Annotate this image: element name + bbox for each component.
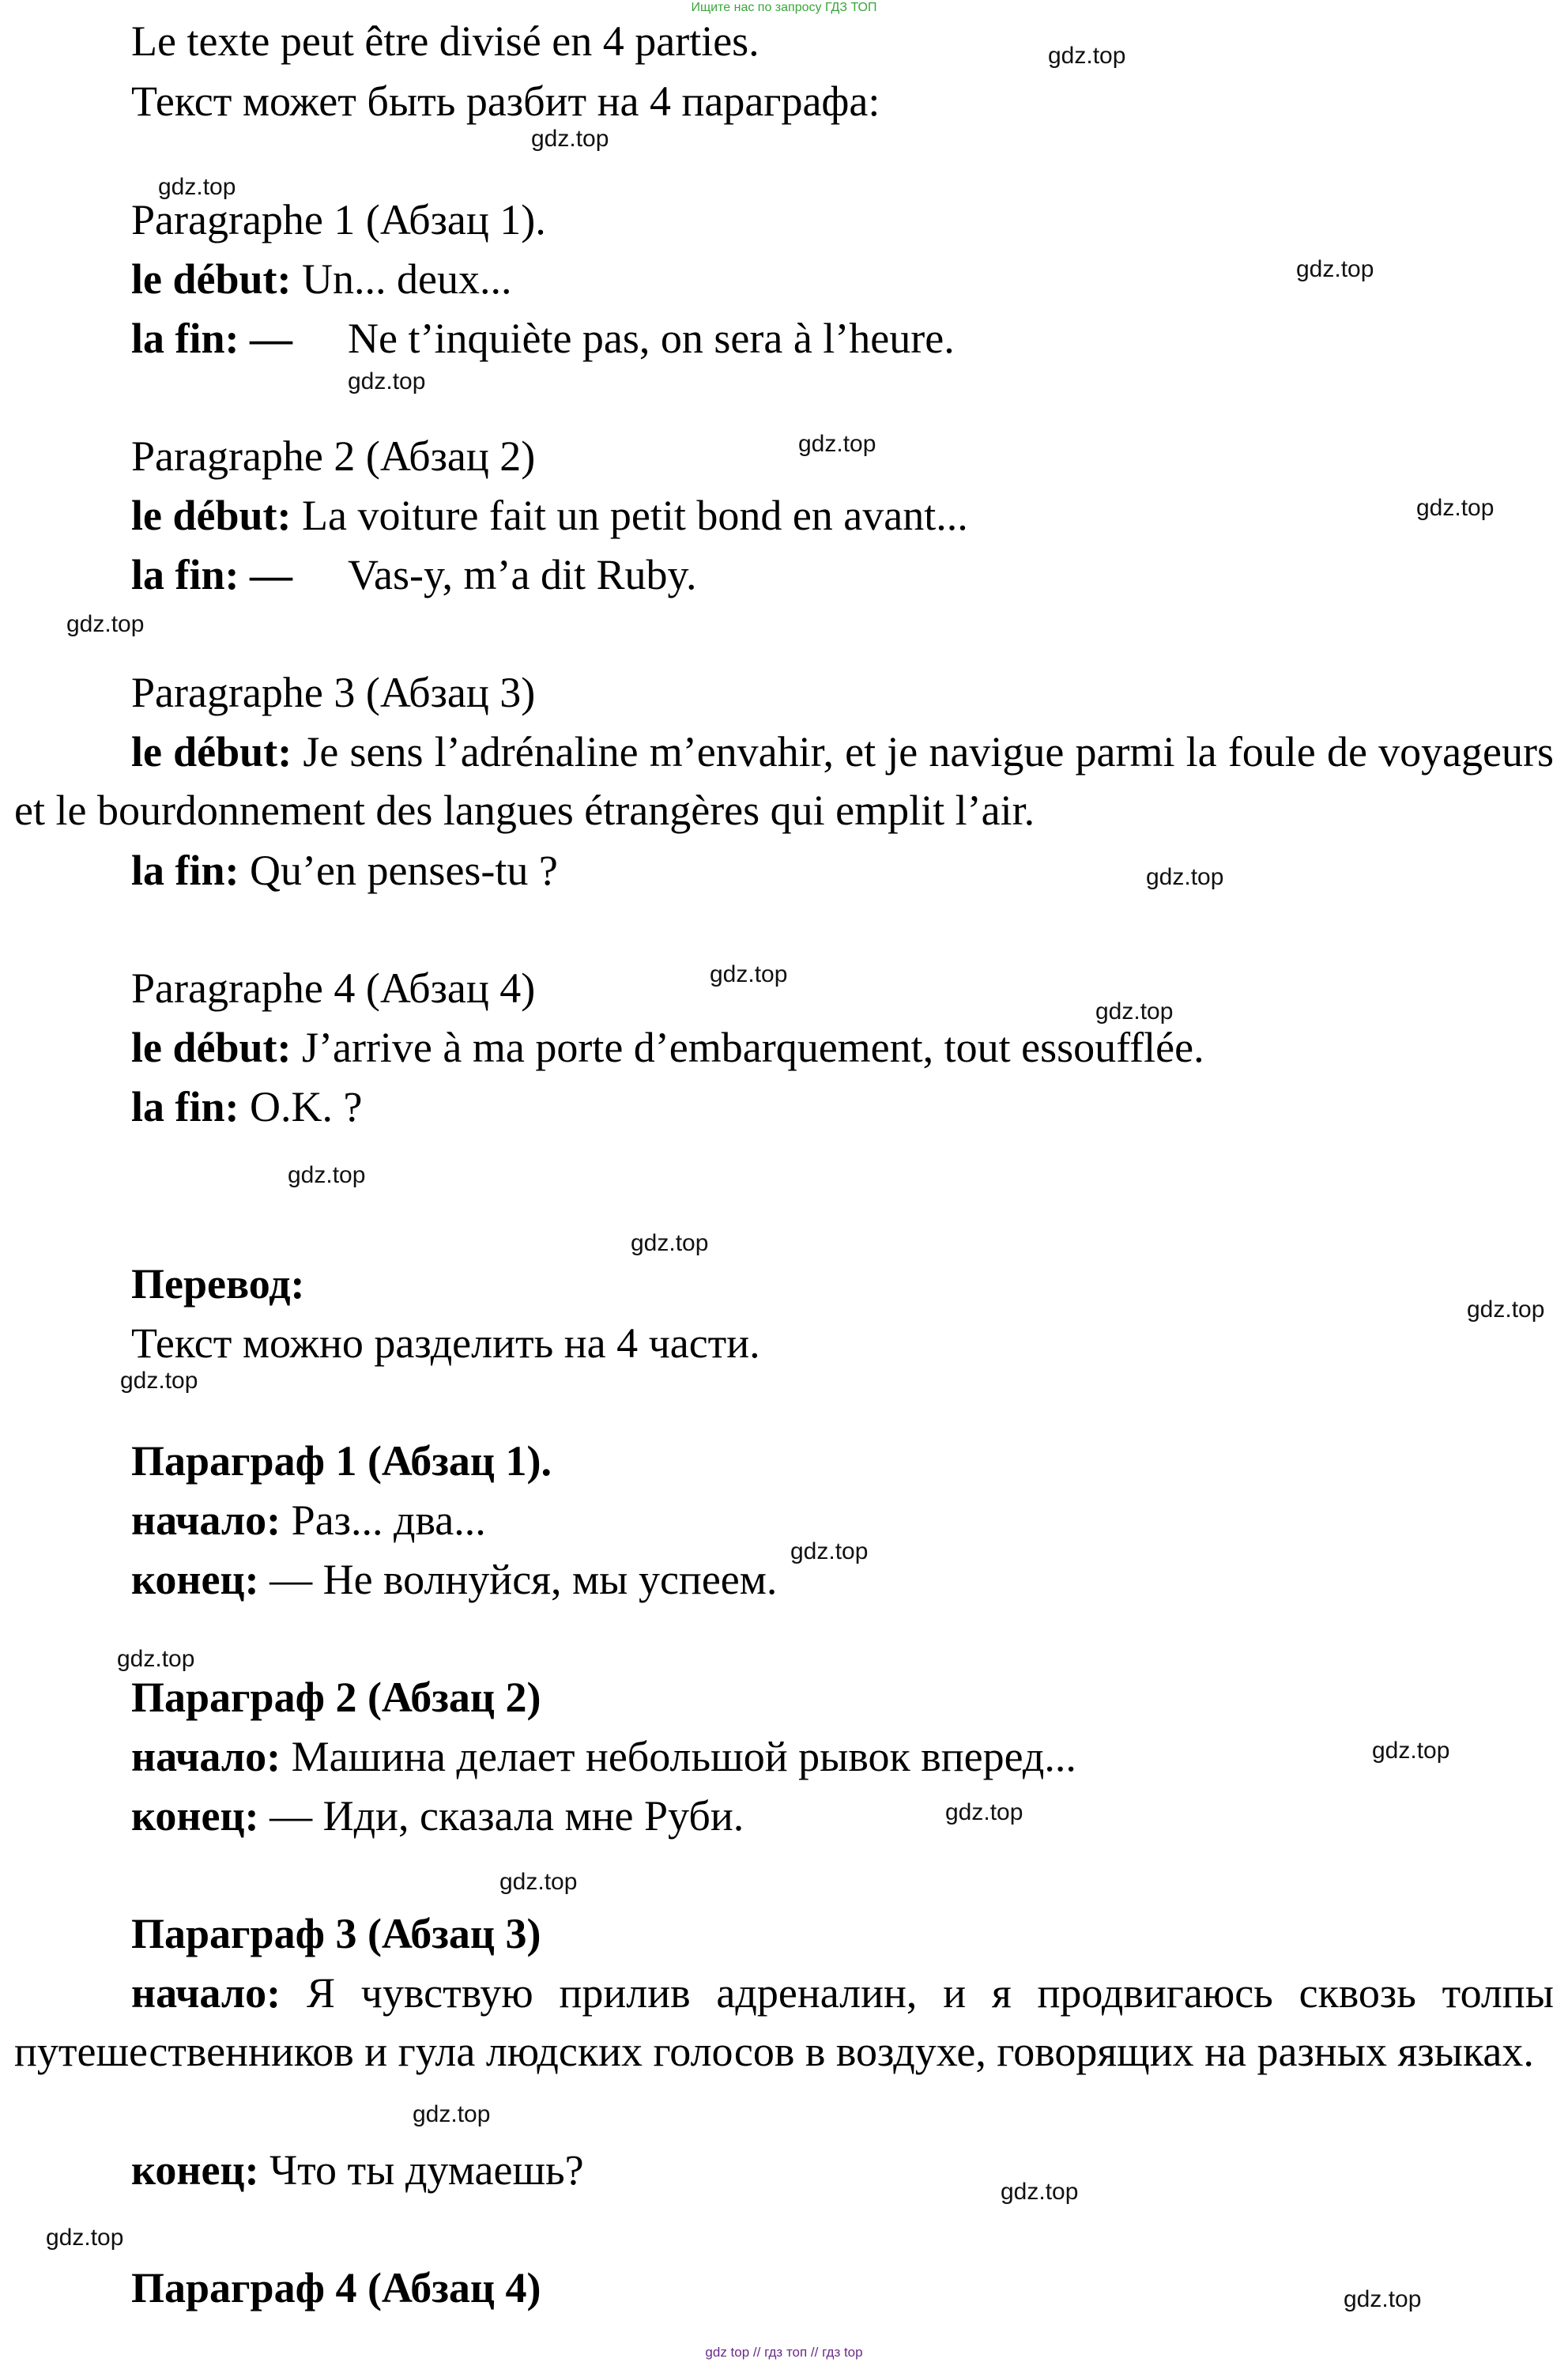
paragraph-4-debut: [131, 1022, 1554, 1073]
start-text: Я чувствую прилив адреналин, и я продвигаюсь сквозь толпы путешественников и гула людских голосов в воздухе, говорящих на разных языках.: [14, 1969, 1554, 2075]
watermark: gdz.top: [1372, 1738, 1450, 1764]
watermark: gdz.top: [1296, 256, 1374, 282]
paragraph-3-title: Paragraphe 3 (Абзац 3): [131, 669, 536, 716]
watermark: gdz.top: [1467, 1296, 1545, 1323]
paragraph-2-title: Paragraphe 2 (Абзац 2): [131, 432, 536, 480]
watermark: gdz.top: [631, 1230, 709, 1256]
watermark: gdz.top: [499, 1869, 578, 1895]
watermark: gdz.top: [1146, 864, 1224, 890]
debut-label: le début:: [131, 492, 292, 539]
watermark: gdz.top: [120, 1368, 198, 1394]
watermark: gdz.top: [46, 2225, 124, 2251]
watermark: gdz.top: [66, 611, 145, 637]
fin-text: Ne t’inquiète pas, on sera à l’heure.: [348, 315, 955, 362]
fin-text: Qu’en penses-tu ?: [250, 847, 558, 894]
watermark: gdz.top: [1001, 2179, 1079, 2205]
watermark: gdz.top: [710, 961, 788, 987]
watermark: gdz.top: [348, 368, 426, 394]
paragraf-2-title: Параграф 2 (Абзац 2): [131, 1674, 541, 1721]
debut-text: J’arrive à ma porte d’embarquement, tout essoufflée.: [302, 1024, 1204, 1071]
debut-text: La voiture fait un petit bond en avant...: [302, 492, 968, 539]
fin-dash: —: [250, 551, 293, 598]
fin-label: la fin:: [131, 551, 239, 598]
fin-dash: —: [250, 315, 293, 362]
fin-label: la fin:: [131, 315, 239, 362]
watermark: gdz.top: [1095, 998, 1174, 1025]
end-text: — Иди, сказала мне Руби.: [270, 1792, 744, 1840]
fin-label: la fin:: [131, 847, 239, 894]
footer-watermark: gdz top // гдз топ // гдз top: [705, 2345, 863, 2360]
debut-label: le début:: [131, 1024, 292, 1071]
start-label: начало:: [131, 1969, 281, 2017]
paragraf-3-start: [14, 1964, 1554, 2081]
paragraph-2-debut: [131, 490, 1554, 541]
fin-text: O.K. ?: [250, 1083, 363, 1130]
end-text: Что ты думаешь?: [270, 2146, 584, 2194]
debut-text: Un... deux...: [302, 255, 512, 303]
paragraph-1-fin: [131, 313, 1554, 364]
paragraf-4-title: Параграф 4 (Абзац 4): [131, 2264, 541, 2312]
top-banner: Ищите нас по запросу ГДЗ ТОП: [691, 1, 877, 14]
debut-label: le début:: [131, 728, 292, 776]
paragraf-3-end: [131, 2145, 1554, 2195]
fin-text: Vas-y, m’a dit Ruby.: [348, 551, 697, 598]
start-label: начало:: [131, 1733, 281, 1780]
watermark: gdz.top: [158, 174, 236, 200]
start-text: Машина делает небольшой рывок вперед...: [291, 1733, 1076, 1780]
fin-label: la fin:: [131, 1083, 239, 1130]
watermark: gdz.top: [1048, 43, 1126, 69]
watermark: gdz.top: [1344, 2286, 1422, 2312]
watermark: gdz.top: [117, 1646, 195, 1672]
watermark: gdz.top: [531, 126, 609, 152]
start-label: начало:: [131, 1496, 281, 1544]
paragraph-3-debut: [14, 723, 1554, 840]
end-label: конец:: [131, 2146, 259, 2194]
intro-russian: Текст может быть разбит на 4 параграфа:: [131, 77, 880, 125]
paragraph-4-title: Paragraphe 4 (Абзац 4): [131, 964, 536, 1012]
paragraf-2-end: [131, 1791, 1554, 1841]
translation-heading: Перевод:: [131, 1260, 305, 1308]
paragraph-2-fin: [131, 549, 1554, 600]
watermark: gdz.top: [798, 431, 876, 457]
watermark: gdz.top: [1416, 495, 1494, 521]
start-text: Раз... два...: [291, 1496, 486, 1544]
watermark: gdz.top: [945, 1799, 1023, 1825]
translation-intro: Текст можно разделить на 4 части.: [131, 1319, 760, 1367]
paragraph-1-title: Paragraphe 1 (Абзац 1).: [131, 196, 546, 243]
watermark: gdz.top: [790, 1538, 869, 1564]
watermark: gdz.top: [288, 1162, 366, 1188]
watermark: gdz.top: [413, 2101, 491, 2127]
debut-label: le début:: [131, 255, 292, 303]
paragraf-1-title: Параграф 1 (Абзац 1).: [131, 1437, 552, 1485]
paragraf-3-title: Параграф 3 (Абзац 3): [131, 1910, 541, 1957]
end-text: — Не волнуйся, мы успеем.: [270, 1556, 778, 1603]
paragraf-2-start: [131, 1731, 1554, 1782]
paragraph-4-fin: [131, 1081, 1554, 1132]
end-label: конец:: [131, 1556, 259, 1603]
intro-french: Le texte peut être divisé en 4 parties.: [131, 17, 760, 65]
paragraph-3-fin: [131, 845, 1554, 896]
debut-text: Je sens l’adrénaline m’envahir, et je navigue parmi la foule de voyageurs et le bourdonnement des langues étrangères qui emplit l’air.: [14, 728, 1555, 834]
end-label: конец:: [131, 1792, 259, 1840]
